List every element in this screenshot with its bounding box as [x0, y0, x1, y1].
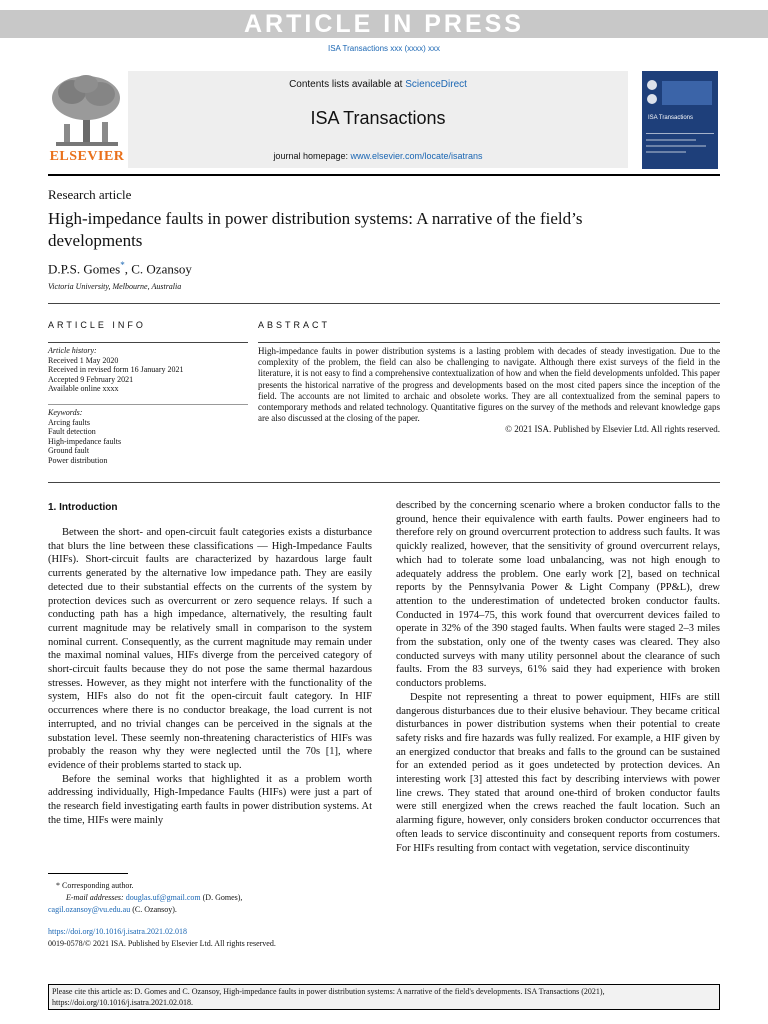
abstract-body [258, 346, 720, 436]
header-rule [48, 174, 720, 176]
article-info-heading: ARTICLE INFO [48, 320, 146, 330]
paragraph: Before the seminal works that highlighted it as a problem worth addressing individually, High-Impedance Faults (HIFs) were just a part of the research field investigating earth faults in power distribution systems. At the time, HIFs were mainly [48, 773, 372, 826]
doi-block [48, 926, 276, 950]
contents-line [128, 79, 628, 90]
footnote-mark: * [56, 881, 60, 890]
abstract-text: High-impedance faults in power distribution systems is a lasting problem with decades of steady investigation. Due to the complexity of the problem, the field can also be challenging to navigate. Although there exist surveys of the field in the literature, it is not easy to find a comprehensive contextualization of how and when the field developments unfolded. This paper presents the historical narrative of the progress and developments based on the most cited papers since the inception of the field. The accounts are not limited to archaic and obsolete works. They are all contextualized from the seminal papers to contemporary methods and related technology. Quantitative figures on the survey of the methods and relevant knowledge gaps are also discussed at the closing of the paper. [258, 346, 720, 424]
contents-prefix: Contents lists available at [289, 79, 406, 90]
corresponding-author-mark[interactable]: * [120, 260, 125, 270]
article-info-rule [48, 342, 248, 343]
email-label: E-mail addresses: [66, 893, 124, 902]
history-label: Article history: [48, 346, 97, 355]
history-online: Available online xxxx [48, 384, 119, 394]
homepage-line [128, 151, 628, 161]
email-link-ozansoy[interactable]: cagil.ozansoy@vu.edu.au [48, 905, 131, 914]
title-rule [48, 303, 720, 304]
doi-link[interactable]: https://doi.org/10.1016/j.isatra.2021.02.018 [48, 927, 187, 936]
paragraph: Between the short- and open-circuit fault categories exists a disturbance that blurs the line between these classifications — High-Impedance Faults (HIFs). Short-circuit faults are characterized by hazardous large fault currents generated by the alternative low impedance path. They are easily detected due to their substantial effects on the currents of the system by protection devices such as overcurrent or zero sequence relays. If such a conducting path has a high impedance, alternatively, the resulting fault current magnitude may be relatively small in comparison to the system nominal current. Consequently, as the current magnitude may remain under the maximal nominal values, HIFs diverge from the perceived category of short-circuit faults because they do not pose the same thermal hazardous stresses. However, as they might not interfere with the functionality of the system, HIFs also do not fit the open-circuit fault category. In HIF occurrences where there is no conductor breakage, the load current is not interrupted, and no trivial changes can be perceived in the signals at the substation level. These seemly non-threatening characteristics of HIFs was probably the reason why they were neglected until the 70s [1], where evidence of their problems started to stack up. [48, 527, 372, 771]
affiliation: Victoria University, Melbourne, Australia [48, 282, 182, 291]
journal-cover-image[interactable] [642, 71, 718, 169]
keywords [48, 408, 248, 466]
keyword-item: Power distribution [48, 455, 108, 465]
history-accepted: Accepted 9 February 2021 [48, 374, 134, 384]
keywords-divider [48, 404, 248, 405]
paragraph: Despite not representing a threat to power equipment, HIFs are still dangerous disturbances due to their elusive behaviour. They became critical disturbances in power distribution systems when their potential to create safety risks and fire hazards was fully realized. For example, a HIF given by an energized conductor that breaks and falls to the ground can be sustained for an extended period as it goes undetected by protection devices. An interesting work [3] attested this fact by describing interviews with power line crews. They stated that around one-third of broken conductor faults were still energized when the crews reached the fault location. Such an alarming figure, however, only considers broken conductor occurrences that often leads to service discontinuity and consequent reports from costumers. For HIFs resulting from contact with vegetation, service discontinuity [396, 691, 720, 854]
article-history [48, 346, 248, 394]
abstract-copyright: © 2021 ISA. Published by Elsevier Ltd. All rights reserved. [505, 424, 720, 435]
email-owner-ozansoy: (C. Ozansoy). [130, 905, 177, 914]
citation-box [48, 984, 720, 1010]
history-revised: Received in revised form 16 January 2021 [48, 365, 184, 375]
article-type: Research article [48, 187, 132, 202]
abstract-rule [258, 342, 720, 343]
abstract-bottom-rule [48, 482, 720, 483]
email-owner-gomes: (D. Gomes), [200, 893, 243, 902]
keyword-item: High-impedance faults [48, 436, 122, 446]
history-received: Received 1 May 2020 [48, 355, 119, 365]
abstract-heading: ABSTRACT [258, 320, 331, 330]
article-title: High-impedance faults in power distribution systems: A narrative of the field’s developments [48, 209, 583, 250]
paragraph: described by the concerning scenario where a broken conductor falls to the ground, hence their equivalence with earth faults. Power engineers had to therefore rely on ground overcurrent protection to address such faults. It was quickly realized, however, that the sensitivity of ground overcurrent relays, which had to tolerate some load unbalancing, was not high enough to adequately address the problem. One early work [2], based on technical reports by the Pennsylvania Power & Light Company (PP&L), drew attention to the underestimation of undetected broken conductor faults. Conducted in 1974–75, this work found that overcurrent devices failed to operate in 32% of the 390 staged faults. When faults were staged 2–3 miles from the substation, only one of the twenty cases was cleared. They also conducted surveys with many utility personnel about the clearance of such faults. From the 83 surveys, 61% said they had experience with broken conductors problems. [396, 500, 720, 690]
section-heading-introduction: 1. Introduction [48, 502, 118, 513]
issn-copyright: 0019-0578/© 2021 ISA. Published by Elsevier Ltd. All rights reserved. [48, 939, 276, 948]
body-column-left [48, 526, 372, 827]
author-gomes[interactable]: D.P.S. Gomes [48, 261, 121, 277]
sciencedirect-link[interactable]: ScienceDirect [405, 79, 467, 90]
publisher-wordmark: ELSEVIER [49, 149, 125, 164]
body-column-right [396, 499, 720, 855]
keywords-label: Keywords: [48, 408, 83, 417]
author-list [48, 260, 192, 277]
citation-text: Please cite this article as: D. Gomes and C. Ozansoy, High-impedance faults in power distribution systems: A narrative of the field's developments. ISA Transactions (2021), https://doi.org/10.1016/j.isatra.2021.02.018. [52, 987, 605, 1007]
author-ozansoy[interactable]: , C. Ozansoy [124, 261, 192, 277]
email-link-gomes[interactable]: douglas.uf@gmail.com [125, 893, 201, 902]
journal-reference-link[interactable]: ISA Transactions xxx (xxxx) xxx [327, 44, 441, 53]
footnote [48, 880, 242, 916]
cover-title: ISA Transactions [648, 115, 694, 121]
footnote-rule [48, 873, 128, 874]
keyword-item: Arcing faults [48, 417, 90, 427]
journal-title: ISA Transactions [310, 108, 446, 128]
keyword-item: Fault detection [48, 427, 96, 437]
article-in-press-banner [0, 10, 768, 38]
journal-homepage-link[interactable]: www.elsevier.com/locate/isatrans [350, 151, 483, 161]
homepage-prefix: journal homepage: [273, 151, 351, 161]
corresponding-author-note: Corresponding author. [62, 881, 134, 890]
banner-text: ARTICLE IN PRESS [244, 10, 524, 38]
keyword-item: Ground fault [48, 446, 90, 456]
